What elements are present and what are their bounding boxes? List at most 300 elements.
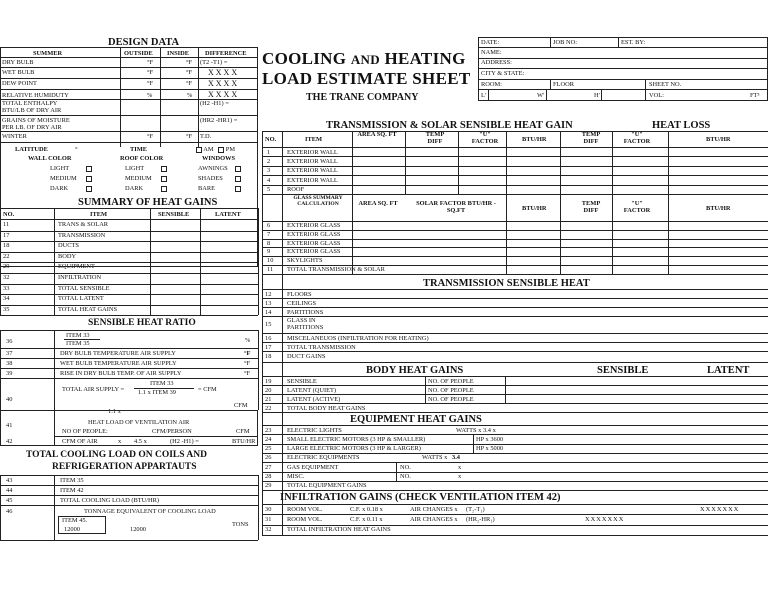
infil-b[interactable]: C.F. x 0.11 x — [350, 515, 383, 523]
inside-value[interactable]: °F — [186, 69, 193, 76]
air-supply-numerator: ITEM 33 — [150, 380, 174, 387]
trans-sensible-item: TOTAL TRANSMISSION — [287, 343, 356, 351]
volume-unit: FT³ — [750, 92, 760, 99]
volume-field[interactable]: VOL: — [649, 92, 664, 99]
row-number: 7 — [267, 230, 271, 238]
floor-field[interactable]: FLOOR — [553, 81, 574, 88]
summary-sensible-cell[interactable] — [151, 273, 199, 283]
design-row-label: WET BULB — [2, 69, 35, 76]
grid-line — [262, 434, 768, 435]
grid-line — [262, 239, 768, 240]
equip-item: LARGE ELECTRIC MOTORS (3 HP & LARGER) — [287, 445, 421, 453]
row-number: 5 — [267, 186, 271, 194]
row-number: 45 — [6, 497, 13, 504]
grid-line — [262, 481, 768, 482]
col-loss-u-factor: "U" FACTOR — [623, 131, 651, 146]
trans-sensible-item: PARTITIONS — [287, 308, 324, 316]
length-field[interactable]: L' — [481, 92, 487, 99]
name-field[interactable]: NAME: — [481, 49, 502, 56]
body-extra[interactable]: NO. OF PEOPLE — [428, 395, 474, 403]
summary-latent-cell[interactable] — [201, 241, 257, 251]
row-number: 17 — [3, 231, 10, 239]
col-difference: DIFFERENCE — [205, 50, 247, 57]
row-number: 13 — [265, 299, 272, 307]
grid-line — [262, 166, 768, 167]
tonnage-numerator: ITEM 45. — [62, 517, 88, 524]
latitude-label: LATITUDE — [15, 146, 48, 153]
grid-line — [262, 403, 768, 404]
summary-sensible-cell[interactable] — [151, 220, 199, 230]
summary-item: TRANSMISSION — [58, 231, 106, 239]
width-field[interactable]: W' — [537, 92, 545, 99]
total-cooling-title: TOTAL COOLING LOAD ON COILS AND — [26, 450, 207, 460]
inside-value[interactable]: °F — [186, 80, 193, 87]
col-u-factor: "U" FACTOR — [471, 131, 499, 146]
wall-dark-checkbox[interactable] — [86, 186, 92, 192]
equip-item: SMALL ELECTRIC MOTORS (3 HP & SMALLER) — [287, 435, 426, 443]
equip-gains-title: EQUIPMENT HEAT GAINS — [350, 414, 482, 425]
row-number: 1 — [267, 148, 271, 156]
summary-latent-cell[interactable] — [201, 284, 257, 294]
est-by-field[interactable]: EST. BY: — [621, 39, 646, 46]
equip-item: ELECTRIC LIGHTS — [287, 426, 342, 434]
window-option: BARE — [198, 185, 216, 192]
trans-sensible-title: TRANSMISSION SENSIBLE HEAT — [423, 278, 590, 289]
grid-line — [0, 284, 258, 285]
awnings-checkbox[interactable] — [235, 166, 241, 172]
summary-latent-cell[interactable] — [201, 231, 257, 241]
summary-item: TOTAL LATENT — [58, 295, 104, 303]
grid-line — [262, 462, 768, 463]
grid-line — [262, 185, 768, 186]
col-item: ITEM — [305, 136, 323, 143]
grid-line — [262, 472, 768, 473]
glass-loss-temp-diff-col: TEMP DIFF — [581, 200, 601, 215]
summary-sensible-cell[interactable] — [151, 262, 199, 272]
grid-line — [262, 444, 768, 445]
summary-col-item: ITEM — [90, 211, 108, 218]
row-number: 43 — [6, 477, 13, 484]
summary-item: INFILTRATION — [58, 274, 102, 281]
summary-item: TRANS & SOLAR — [58, 221, 109, 228]
grid-line — [262, 333, 768, 334]
infil-b[interactable]: C.F. x 0.18 x — [350, 505, 383, 513]
body-sensible-col: SENSIBLE — [597, 365, 649, 376]
wall-option: DARK — [50, 185, 69, 192]
grid-line — [262, 453, 768, 454]
equip-extra[interactable]: NO. — [400, 473, 411, 480]
grid-line — [0, 505, 258, 506]
roof-light-checkbox[interactable] — [161, 166, 167, 172]
grid-line — [262, 525, 768, 526]
window-option: SHADES — [198, 175, 223, 182]
grid-line — [0, 485, 258, 486]
grid-line — [262, 316, 768, 317]
trans-sensible-item: DUCT GAINS — [287, 352, 326, 360]
equip-extra-b: 3.4 — [452, 454, 460, 462]
glass-area-col: AREA SQ. FT — [358, 200, 398, 207]
equip-extra[interactable]: HP x 3600 — [476, 435, 504, 443]
row-number: 26 — [265, 454, 272, 462]
latitude-degree[interactable]: ° — [75, 146, 78, 153]
window-option: AWNINGS — [198, 165, 228, 172]
trans-solar-title: TRANSMISSION & SOLAR SENSIBLE HEAT GAIN — [326, 120, 573, 131]
cfm-per-person[interactable]: CFM/PERSON — [152, 428, 192, 435]
glass-item: SKYLIGHTS — [287, 257, 323, 265]
ratio-title: SENSIBLE HEAT RATIO — [88, 318, 196, 328]
col-no: NO. — [265, 136, 277, 143]
grid-line — [0, 305, 258, 306]
row-number: 20 — [265, 386, 272, 394]
grains-label: GRAINS OF MOISTURE — [2, 117, 70, 124]
winter-label: WINTER — [2, 133, 27, 140]
grid-line — [262, 307, 768, 308]
wall-option: LIGHT — [50, 165, 70, 172]
grid-line — [262, 265, 768, 266]
row-number: 27 — [265, 463, 272, 471]
summary-col-latent: LATENT — [215, 211, 241, 218]
wall-color-label: WALL COLOR — [28, 155, 72, 162]
summary-latent-cell[interactable] — [201, 305, 257, 315]
grains-label-2: PER LB. OF DRY AIR — [2, 124, 62, 131]
grid-line — [396, 462, 397, 481]
wall-item: ROOF — [287, 186, 305, 194]
glass-item: EXTERIOR GLASS — [287, 239, 341, 247]
body-gains-title: BODY HEAT GAINS — [366, 365, 464, 376]
row-number: 35 — [3, 305, 10, 313]
summary-item: DUCTS — [58, 242, 79, 250]
am-checkbox[interactable] — [196, 147, 202, 153]
grid-line — [262, 351, 768, 352]
equip-extra[interactable]: WATTS x 3.4 x — [456, 426, 496, 434]
row-number: 19 — [265, 377, 272, 385]
windows-label: WINDOWS — [202, 155, 236, 162]
row-number: 28 — [265, 473, 272, 480]
summary-latent-cell[interactable] — [201, 220, 257, 230]
row-number: 24 — [265, 435, 272, 443]
roof-option: MEDIUM — [125, 175, 152, 182]
summary-sensible-cell[interactable] — [151, 231, 199, 241]
outside-value[interactable]: °F — [147, 69, 154, 76]
row-number: 38 — [6, 360, 13, 367]
row-number: 15 — [265, 321, 272, 328]
design-data-title: DESIGN DATA — [108, 37, 180, 48]
summary-item: TOTAL HEAT GAINS — [58, 305, 118, 313]
grid-line — [262, 298, 768, 299]
infil-d: (HR₂-HR₁) — [466, 515, 495, 523]
winter-inside[interactable]: °F — [186, 133, 193, 140]
roof-dark-checkbox[interactable] — [161, 186, 167, 192]
difference-value[interactable]: (T2 -T1) = — [200, 59, 228, 66]
summary-item: TOTAL SENSIBLE — [58, 284, 110, 292]
trans-sensible-item: MISCELANEUOS (INFILTRATION FOR HEATING) — [287, 334, 429, 342]
infil-a: ROOM VOL. — [287, 515, 323, 523]
height-field[interactable]: H' — [594, 92, 600, 99]
wet-bulb-supply: WET BULB TEMPERATURE AIR SUPPLY — [60, 360, 177, 367]
body-extra[interactable]: NO. OF PEOPLE — [428, 386, 474, 394]
grid-line — [0, 495, 258, 496]
row-number: 23 — [265, 426, 272, 434]
row-number: 36 — [6, 338, 13, 345]
job-no-field[interactable]: JOB NO: — [553, 39, 577, 46]
enthalpy-label: TOTAL ENTHALPY — [2, 100, 58, 107]
grid-line — [262, 175, 768, 176]
inside-value[interactable]: % — [187, 92, 193, 99]
summary-latent-cell[interactable] — [201, 252, 257, 262]
row-number: 17 — [265, 343, 272, 351]
tonnage-equivalent: TONNAGE EQUIVALENT OF COOLING LOAD — [84, 508, 216, 515]
total-cooling-item: TOTAL COOLING LOAD (BTU/HR) — [60, 497, 160, 504]
wet-bulb-unit[interactable]: °F — [244, 360, 251, 367]
glass-loss-u-col: "U" FACTOR — [623, 200, 651, 215]
row-number: 46 — [6, 508, 13, 515]
total-air-supply: TOTAL AIR SUPPLY = — [62, 386, 125, 393]
row-number: 18 — [3, 242, 10, 250]
summary-latent-cell[interactable] — [201, 294, 257, 304]
air-supply-unit[interactable]: CFM — [234, 402, 248, 409]
total-cooling-item: ITEM 42 — [60, 487, 84, 494]
equip-item: TOTAL EQUIPMENT GAINS — [287, 482, 367, 490]
summary-sensible-cell[interactable] — [151, 294, 199, 304]
row-number: 31 — [265, 515, 272, 523]
glass-item: EXTERIOR GLASS — [287, 230, 341, 238]
enthalpy-diff-42: (H2 -H1) = — [170, 438, 199, 445]
rise-dry-bulb: RISE IN DRY BULB TEMP. OF AIR SUPPLY — [60, 370, 182, 377]
total-cooling-title-2: REFRIGERATION APPARTAUTS — [52, 462, 197, 472]
row-number: 22 — [3, 252, 10, 260]
design-row-label: DEW POINT — [2, 80, 37, 87]
am-pm-toggle[interactable] — [196, 146, 235, 153]
row-number: 10 — [267, 257, 274, 265]
row-number: 37 — [6, 350, 13, 357]
body-latent-col: LATENT — [707, 365, 750, 376]
summary-sensible-cell[interactable] — [151, 284, 199, 294]
ventilation-cfm[interactable]: CFM — [236, 428, 250, 435]
glass-item: EXTERIOR GLASS — [287, 222, 341, 229]
enthalpy-diff[interactable]: (H2 -H1) = — [200, 100, 229, 107]
grid-line — [505, 376, 506, 403]
equip-extra[interactable]: HP x 5000 — [476, 445, 504, 453]
wall-item: EXTERIOR WALL — [287, 148, 338, 156]
outside-value[interactable]: % — [147, 92, 153, 99]
summary-item: BODY — [58, 252, 77, 260]
equip-x: x — [458, 463, 462, 471]
grid-line — [262, 256, 768, 257]
outside-value[interactable]: °F — [147, 80, 154, 87]
equip-item: GAS EQUIPMENT — [287, 463, 339, 471]
glass-btu-col: BTU/HR — [522, 205, 547, 212]
equip-extra[interactable]: NO. — [400, 463, 411, 471]
air-supply-denominator: 1.1 x ITEM 39 — [138, 389, 176, 396]
inside-value[interactable]: °F — [186, 59, 193, 66]
bare-checkbox[interactable] — [235, 186, 241, 192]
row-number: 22 — [265, 404, 272, 412]
outside-value[interactable]: °F — [147, 59, 154, 66]
grid-line — [262, 514, 768, 515]
row-number: 32 — [3, 274, 10, 281]
col-loss-btu: BTU/HR — [706, 136, 731, 143]
row-number: 42 — [6, 438, 13, 445]
row-number: 11 — [3, 221, 10, 228]
infil-a: TOTAL INFILTRATION HEAT GAINS — [287, 526, 391, 534]
row-number: 4 — [267, 176, 271, 184]
roof-color-label: ROOF COLOR — [120, 155, 164, 162]
row-number: 2 — [267, 157, 271, 165]
num-people[interactable]: NO OF PEOPLE: — [62, 428, 108, 435]
row-number: 21 — [265, 395, 272, 403]
grid-line — [262, 385, 768, 386]
grid-line — [425, 376, 426, 403]
city-state-field[interactable]: CITY & STATE: — [481, 70, 525, 77]
row-number: 3 — [267, 167, 271, 175]
wall-light-checkbox[interactable] — [86, 166, 92, 172]
grains-diff[interactable]: (HR2 -HR1) = — [200, 117, 238, 124]
ventilation-title: HEAT LOAD OF VENTILATION AIR — [88, 419, 190, 426]
wall-item: EXTERIOR WALL — [287, 157, 338, 165]
grid-line — [0, 294, 258, 295]
address-field[interactable]: ADDRESS: — [481, 59, 512, 66]
air-supply-eq: = CFM — [198, 386, 217, 393]
difference-value: X X X X — [208, 79, 238, 88]
wall-option: MEDIUM — [50, 175, 77, 182]
summary-sensible-cell[interactable] — [151, 252, 199, 262]
row-number: 41 — [6, 422, 13, 429]
air-supply-mult: 1.1 x — [108, 408, 121, 415]
wall-item: EXTERIOR WALL — [287, 176, 338, 184]
grid-line — [262, 342, 768, 343]
room-field[interactable]: ROOM: — [481, 81, 502, 88]
total-cooling-item: ITEM 35 — [60, 477, 84, 484]
ratio-numerator: ITEM 33 — [66, 332, 90, 339]
body-extra[interactable]: NO. OF PEOPLE — [428, 377, 474, 385]
winter-td[interactable]: T.D. — [200, 133, 212, 140]
col-area: AREA SQ. FT — [357, 131, 397, 138]
row-number: 34 — [3, 295, 10, 303]
factor-4-5: 4.5 x — [134, 438, 147, 445]
left-panel — [0, 0, 260, 594]
row-number: 39 — [6, 370, 13, 377]
summary-col-no: NO. — [3, 211, 15, 218]
ratio-unit[interactable]: % — [245, 337, 251, 344]
company-name: THE TRANE COMPANY — [306, 92, 419, 103]
trans-sensible-item: FLOORS — [287, 290, 312, 298]
row-number: 12 — [265, 290, 272, 298]
infil-a: ROOM VOL. — [287, 505, 323, 513]
equip-extra[interactable]: WATTS x — [422, 454, 448, 462]
wall-medium-checkbox[interactable] — [86, 176, 92, 182]
summary-title: SUMMARY OF HEAT GAINS — [78, 197, 218, 208]
ratio-denominator: ITEM 35 — [66, 340, 90, 347]
row-number: 25 — [265, 445, 272, 453]
infil-c[interactable]: AIR CHANGES x — [410, 515, 458, 523]
pm-label: PM — [225, 146, 236, 153]
glass-item: EXTERIOR GLASS — [287, 248, 341, 256]
tonnage-denominator: 12000 — [64, 526, 80, 533]
row-number: 44 — [6, 487, 13, 494]
tonnage-denominator-2: 12000 — [130, 526, 146, 533]
cfm-times: x — [118, 438, 122, 445]
difference-value: X X X X — [208, 68, 238, 77]
body-item: TOTAL BODY HEAT GAINS — [287, 404, 366, 412]
grid-line — [262, 247, 768, 248]
roof-option: LIGHT — [125, 165, 145, 172]
ventilation-btu[interactable]: BTU/HR — [232, 438, 256, 445]
ventilation-box — [0, 410, 258, 445]
row-number: 6 — [267, 222, 271, 229]
body-item: SENSIBLE — [287, 377, 317, 385]
roof-option: DARK — [125, 185, 144, 192]
row-number: 14 — [265, 308, 272, 316]
grid-line — [262, 156, 768, 157]
col-btu: BTU/HR — [522, 136, 547, 143]
glass-loss-btu-col: BTU/HR — [706, 205, 731, 212]
col-outside: OUTSIDE — [124, 50, 153, 57]
tonnage-unit[interactable]: TONS — [232, 521, 249, 528]
infil-x: XXXXXXX — [700, 505, 740, 513]
am-label: AM — [203, 146, 214, 153]
infil-x: XXXXXXX — [585, 515, 625, 523]
row-number: 40 — [6, 396, 13, 403]
dry-bulb-unit[interactable]: °F — [244, 350, 251, 357]
summary-item: EQUIPMENT — [58, 263, 95, 271]
grid-line — [262, 394, 768, 395]
design-row-label: RELATIVE HUMIDUTY — [2, 92, 69, 99]
design-row-label: DRY BULB — [2, 59, 34, 66]
heat-loss-title: HEAT LOSS — [652, 120, 711, 131]
col-summer: SUMMER — [33, 50, 63, 57]
date-field[interactable]: DATE: — [481, 39, 500, 46]
grid-line — [0, 241, 258, 242]
trans-sensible-item: PARTITIONS — [287, 324, 324, 331]
row-number: 16 — [265, 334, 272, 342]
grid-line — [0, 262, 258, 263]
solar-factor-col: SOLAR FACTOR BTU/HR - SQ.FT — [416, 200, 496, 215]
winter-outside[interactable]: °F — [147, 133, 154, 140]
cfm-of-air[interactable]: CFM OF AIR — [62, 438, 98, 445]
enthalpy-label-2: BTU/LB OF DRY AIR — [2, 107, 62, 114]
col-loss-temp-diff: TEMP DIFF — [581, 131, 601, 146]
dry-bulb-supply: DRY BULB TEMPERATURE AIR SUPPLY — [60, 350, 176, 357]
rise-unit[interactable]: °F — [244, 370, 251, 377]
glass-summary-col: GLASS SUMMARY CALCULATION — [293, 195, 343, 208]
glass-item: TOTAL TRANSMISSION & SOLAR — [287, 266, 385, 273]
grid-line — [0, 273, 258, 274]
row-number: 29 — [3, 263, 10, 271]
row-number: 18 — [265, 352, 272, 360]
summary-sensible-cell[interactable] — [151, 305, 199, 315]
grid-line — [0, 231, 258, 232]
wall-item: EXTERIOR WALL — [287, 167, 338, 175]
summary-latent-cell[interactable] — [201, 273, 257, 283]
infil-c[interactable]: AIR CHANGES x — [410, 505, 458, 513]
summary-col-sensible: SENSIBLE — [158, 211, 190, 218]
row-number: 8 — [267, 239, 271, 247]
equip-item: MISC. — [287, 473, 305, 480]
summary-sensible-cell[interactable] — [151, 241, 199, 251]
summary-latent-cell[interactable] — [201, 262, 257, 272]
grid-line — [473, 434, 474, 453]
shades-checkbox[interactable] — [235, 176, 241, 182]
grid-line — [262, 230, 768, 231]
pm-checkbox[interactable] — [218, 147, 224, 153]
row-number: 9 — [267, 248, 271, 256]
infiltration-title: INFILTRATION GAINS (CHECK VENTILATION ITEM 42) — [280, 492, 561, 503]
col-temp-diff: TEMP DIFF — [425, 131, 445, 146]
row-number: 32 — [265, 526, 272, 534]
sheet-no-field[interactable]: SHEET NO. — [649, 81, 682, 88]
row-number: 33 — [3, 284, 10, 292]
roof-medium-checkbox[interactable] — [161, 176, 167, 182]
